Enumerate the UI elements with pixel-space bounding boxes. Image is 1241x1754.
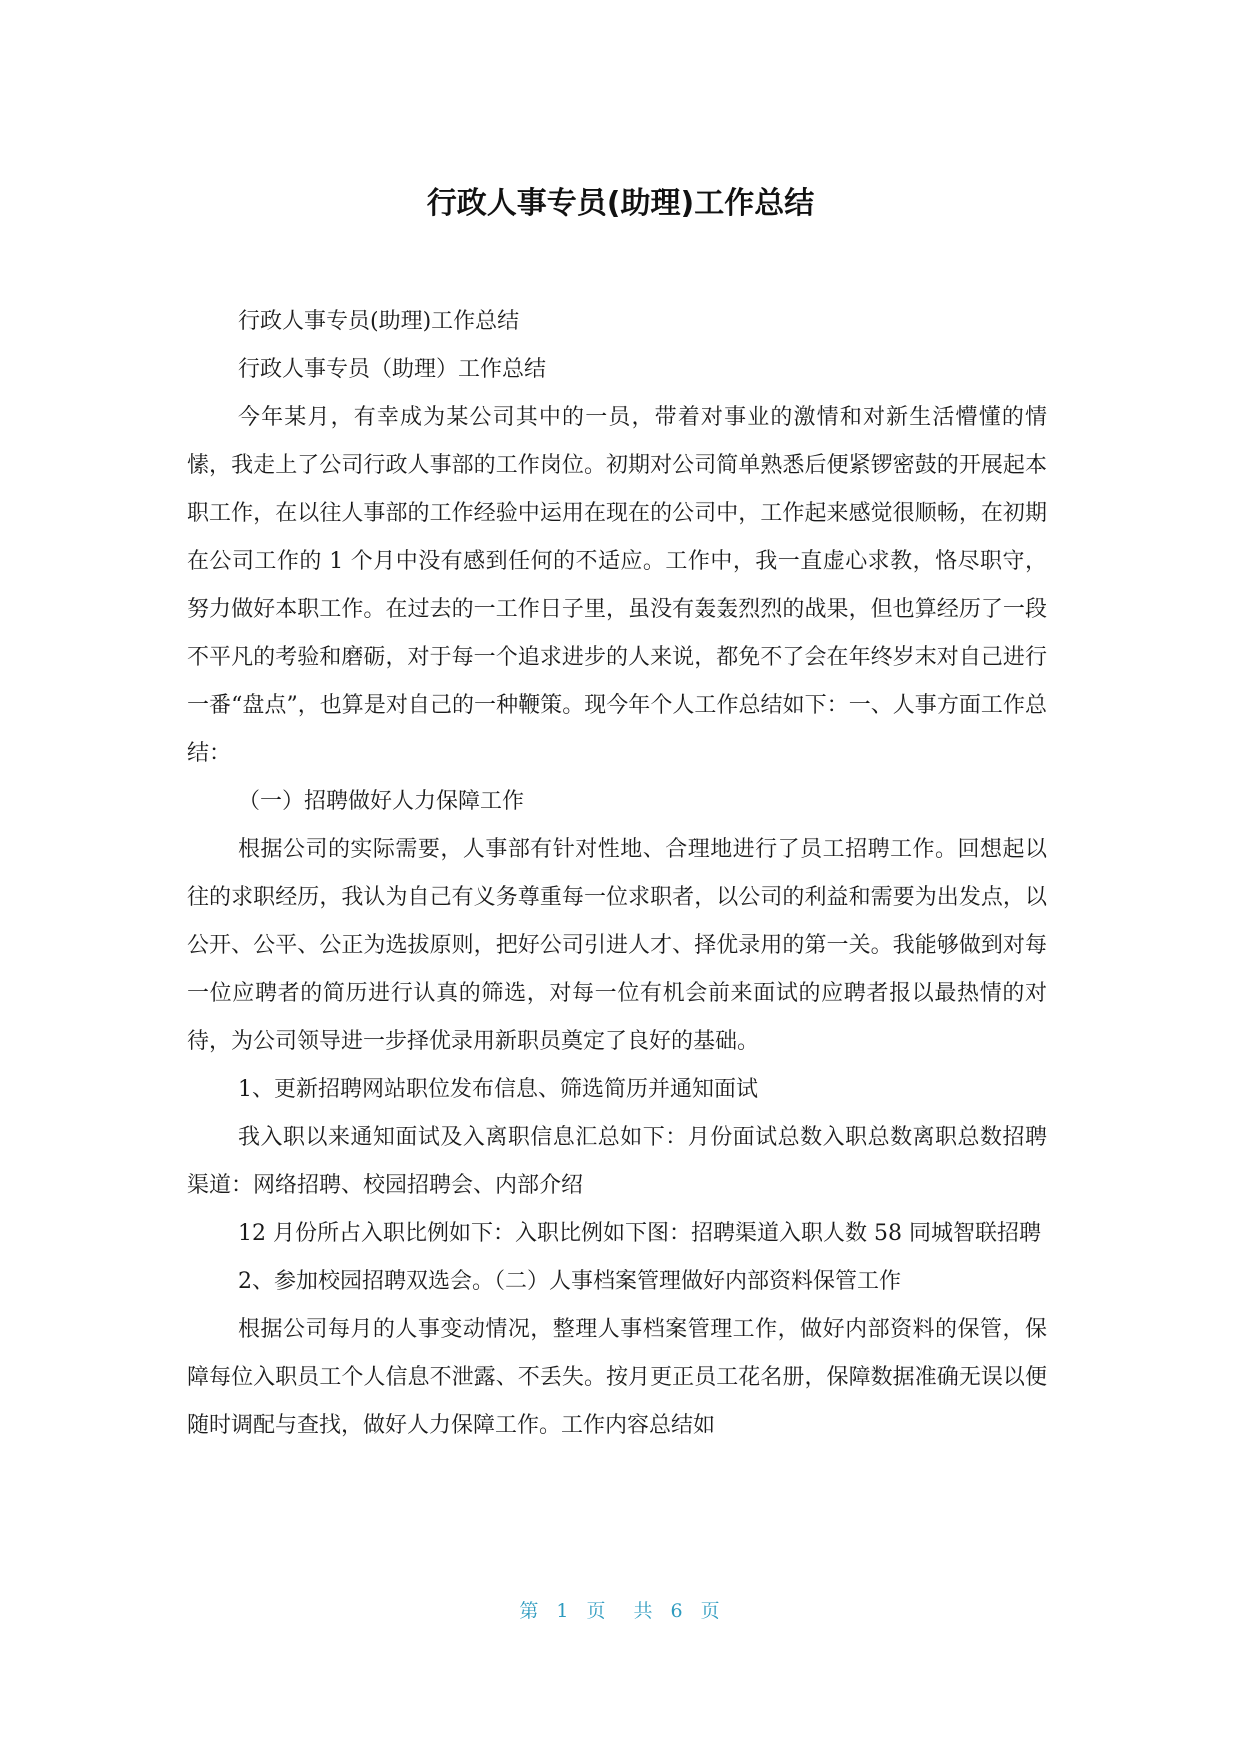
footer-page-label: 第 <box>519 1600 541 1622</box>
paragraph: 1、更新招聘网站职位发布信息、筛选简历并通知面试 <box>238 1077 758 1102</box>
footer-of-label: 页 共 <box>586 1600 655 1622</box>
paragraph: 今年某月，有幸成为某公司其中的一员，带着对事业的激情和对新生活懵懂的情愫，我走上了公司行政人事部的工作岗位。初期对公司简单熟悉后便紧锣密鼓的开展起本职工作，在以往人事部的工作经验中运用在现在的公司中，工作起来感觉很顺畅，在初期在公司工作的 1 个月中没有感到任何的不适应。工作中，我一直虚心求教，恪尽职守，努力做好本职工作。在过去的一工作日子里，虽没有轰轰烈烈的战果，但也算经历了一段不平凡的考验和磨砺，对于每一个追求进步的人来说，都免不了会在年终岁末对自己进行一番“盘点”，也算是对自己的一种鞭策。现今年个人工作总结如下：一、人事方面工作总结： <box>187 405 1047 766</box>
footer-pages-label: 页 <box>700 1600 722 1622</box>
document-body <box>187 298 1047 1450</box>
footer-total-pages: 6 <box>670 1600 685 1622</box>
footer-current-page: 1 <box>556 1600 571 1622</box>
paragraph: 2、参加校园招聘双选会。（二）人事档案管理做好内部资料保管工作 <box>238 1269 901 1294</box>
paragraph: 我入职以来通知面试及入离职信息汇总如下：月份面试总数入职总数离职总数招聘渠道：网络招聘、校园招聘会、内部介绍 <box>187 1125 1047 1198</box>
page-footer <box>0 1596 1241 1623</box>
paragraph: 12 月份所占入职比例如下：入职比例如下图：招聘渠道入职人数 58 同城智联招聘 <box>238 1221 1041 1246</box>
paragraph: （一）招聘做好人力保障工作 <box>238 789 525 814</box>
paragraph: 根据公司的实际需要，人事部有针对性地、合理地进行了员工招聘工作。回想起以往的求职经历，我认为自己有义务尊重每一位求职者，以公司的利益和需要为出发点，以公开、公平、公正为选拔原则，把好公司引进人才、择优录用的第一关。我能够做到对每一位应聘者的简历进行认真的筛选，对每一位有机会前来面试的应聘者报以最热情的对待，为公司领导进一步择优录用新职员奠定了良好的基础。 <box>187 837 1047 1054</box>
paragraph: 行政人事专员（助理）工作总结 <box>238 357 547 382</box>
paragraph: 行政人事专员(助理)工作总结 <box>238 309 520 334</box>
document-title: 行政人事专员(助理)工作总结 <box>426 186 815 221</box>
paragraph: 根据公司每月的人事变动情况，整理人事档案管理工作，做好内部资料的保管，保障每位入职员工个人信息不泄露、不丢失。按月更正员工花名册，保障数据准确无误以便随时调配与查找，做好人力保障工作。工作内容总结如 <box>187 1317 1047 1438</box>
